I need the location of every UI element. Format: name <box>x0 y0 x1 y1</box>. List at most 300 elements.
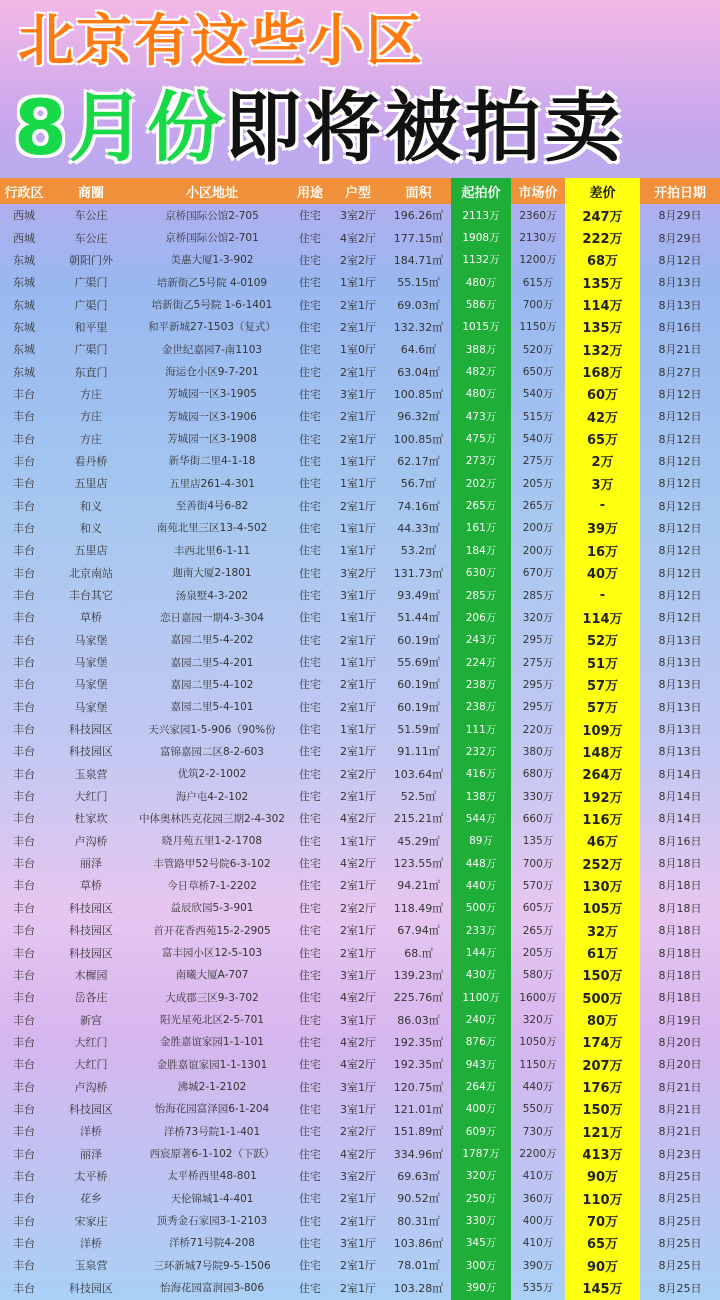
cell-district: 东城 <box>13 365 35 379</box>
cell-date: 8月25日 <box>658 1236 702 1250</box>
cell-usage: 住宅 <box>299 432 321 446</box>
cell-district: 丰台 <box>13 968 35 982</box>
cell-diff: 168万 <box>582 366 623 382</box>
cell-layout: 2室1厅 <box>340 298 376 312</box>
table-row <box>0 226 720 248</box>
cell-area: 科技园区 <box>69 924 113 938</box>
cell-size: 67.94㎡ <box>397 924 440 938</box>
cell-usage: 住宅 <box>299 320 321 334</box>
cell-area: 方庄 <box>80 387 102 401</box>
cell-address: 顶秀金石家园3-1-2103 <box>156 1215 268 1228</box>
cell-market-price: 295万 <box>522 678 554 691</box>
cell-address: 太平桥西里48-801 <box>167 1170 257 1183</box>
table-row <box>0 986 720 1008</box>
cell-size: 51.44㎡ <box>397 611 440 625</box>
cell-area: 车公庄 <box>74 231 108 245</box>
cell-market-price: 205万 <box>522 477 554 490</box>
cell-date: 8月20日 <box>658 1035 702 1049</box>
table-row <box>0 785 720 807</box>
cell-start-price: 240万 <box>465 1014 497 1027</box>
cell-size: 45.29㎡ <box>397 834 440 848</box>
cell-layout: 3室1厅 <box>340 1236 376 1250</box>
cell-date: 8月13日 <box>658 276 702 290</box>
cell-layout: 3室1厅 <box>340 387 376 401</box>
cell-district: 西城 <box>13 231 35 245</box>
table-row <box>0 919 720 941</box>
cell-start-price: 400万 <box>465 1103 497 1116</box>
cell-size: 118.49㎡ <box>393 901 444 915</box>
cell-market-price: 1150万 <box>519 1058 557 1071</box>
cell-market-price: 205万 <box>522 947 554 960</box>
cell-usage: 住宅 <box>299 1281 321 1295</box>
table-row <box>0 807 720 829</box>
cell-diff: 68万 <box>586 254 619 270</box>
cell-usage: 住宅 <box>299 566 321 580</box>
cell-layout: 2室1厅 <box>340 1259 376 1273</box>
table-row <box>0 249 720 271</box>
cell-layout: 2室2厅 <box>340 1125 376 1139</box>
header-usage: 用途 <box>290 178 330 204</box>
cell-start-price: 482万 <box>465 366 497 379</box>
cell-date: 8月25日 <box>658 1169 702 1183</box>
cell-usage: 住宅 <box>299 499 321 513</box>
cell-district: 丰台 <box>13 589 35 603</box>
cell-date: 8月25日 <box>658 1259 702 1273</box>
cell-start-price: 480万 <box>465 388 497 401</box>
cell-address: 和平新城27-1503（复式） <box>148 321 276 334</box>
cell-address: 天伦锦城1-4-401 <box>170 1192 254 1205</box>
cell-district: 丰台 <box>13 924 35 938</box>
cell-date: 8月19日 <box>658 1013 702 1027</box>
table-row <box>0 1008 720 1030</box>
cell-size: 151.89㎡ <box>393 1125 444 1139</box>
cell-usage: 住宅 <box>299 1058 321 1072</box>
title-month: 8月份 <box>14 83 225 172</box>
cell-area: 看丹桥 <box>74 454 108 468</box>
cell-start-price: 390万 <box>465 1282 497 1295</box>
cell-district: 丰台 <box>13 1214 35 1228</box>
cell-size: 103.64㎡ <box>393 767 444 781</box>
cell-layout: 2室1厅 <box>340 1281 376 1295</box>
cell-date: 8月29日 <box>658 209 702 223</box>
cell-start-price: 475万 <box>465 433 497 446</box>
cell-layout: 4室2厅 <box>340 231 376 245</box>
cell-diff: 60万 <box>586 388 619 404</box>
cell-start-price: 300万 <box>465 1259 497 1272</box>
cell-area: 广渠门 <box>74 343 108 357</box>
cell-layout: 4室2厅 <box>340 812 376 826</box>
cell-date: 8月12日 <box>658 521 702 535</box>
cell-area: 草桥 <box>80 879 102 893</box>
cell-usage: 住宅 <box>299 521 321 535</box>
cell-address: 海运仓小区9-7-201 <box>165 366 259 379</box>
cell-area: 卢沟桥 <box>74 1080 108 1094</box>
cell-start-price: 330万 <box>465 1215 497 1228</box>
cell-start-price: 876万 <box>465 1036 497 1049</box>
cell-layout: 2室1厅 <box>340 946 376 960</box>
cell-market-price: 320万 <box>522 1014 554 1027</box>
cell-district: 丰台 <box>13 387 35 401</box>
cell-size: 69.63㎡ <box>397 1169 440 1183</box>
cell-start-price: 233万 <box>465 924 497 937</box>
cell-market-price: 135万 <box>522 835 554 848</box>
cell-area: 岳各庄 <box>74 991 108 1005</box>
cell-diff: 110万 <box>582 1192 623 1208</box>
cell-area: 北京南站 <box>69 566 113 580</box>
cell-date: 8月13日 <box>658 678 702 692</box>
cell-usage: 住宅 <box>299 1147 321 1161</box>
cell-size: 55.69㎡ <box>397 656 440 670</box>
cell-market-price: 400万 <box>522 1215 554 1228</box>
cell-layout: 2室1厅 <box>340 633 376 647</box>
cell-address: 汤泉墅4-3-202 <box>175 589 249 602</box>
cell-start-price: 630万 <box>465 567 497 580</box>
cell-start-price: 285万 <box>465 589 497 602</box>
cell-date: 8月12日 <box>658 499 702 513</box>
cell-date: 8月16日 <box>658 834 702 848</box>
header-size: 面积 <box>386 178 451 204</box>
cell-area: 科技园区 <box>69 723 113 737</box>
cell-usage: 住宅 <box>299 723 321 737</box>
cell-district: 丰台 <box>13 857 35 871</box>
cell-date: 8月14日 <box>658 790 702 804</box>
cell-usage: 住宅 <box>299 1214 321 1228</box>
cell-date: 8月23日 <box>658 1147 702 1161</box>
cell-diff: 52万 <box>586 634 619 650</box>
cell-address: 嘉园二里5-4-101 <box>170 701 254 714</box>
cell-size: 132.32㎡ <box>393 320 444 334</box>
cell-address: 金胜嘉谊家园1-1-1301 <box>156 1058 268 1071</box>
cell-address: 金胜嘉谊家园1-1-101 <box>160 1036 264 1049</box>
cell-layout: 2室2厅 <box>340 767 376 781</box>
cell-area: 科技园区 <box>69 1281 113 1295</box>
cell-market-price: 200万 <box>522 522 554 535</box>
cell-area: 丽泽 <box>80 857 102 871</box>
cell-usage: 住宅 <box>299 410 321 424</box>
table-row <box>0 1165 720 1187</box>
table-row <box>0 316 720 338</box>
cell-district: 丰台 <box>13 1259 35 1273</box>
cell-district: 东城 <box>13 343 35 357</box>
cell-usage: 住宅 <box>299 968 321 982</box>
cell-date: 8月27日 <box>658 365 702 379</box>
header-market-price: 市场价 <box>511 178 565 204</box>
cell-usage: 住宅 <box>299 834 321 848</box>
cell-district: 丰台 <box>13 767 35 781</box>
cell-market-price: 570万 <box>522 879 554 892</box>
cell-market-price: 275万 <box>522 656 554 669</box>
cell-date: 8月25日 <box>658 1192 702 1206</box>
cell-market-price: 1200万 <box>519 254 557 267</box>
cell-date: 8月12日 <box>658 566 702 580</box>
cell-address: 沸城2-1-2102 <box>177 1081 247 1094</box>
cell-diff: 114万 <box>582 611 623 627</box>
cell-start-price: 273万 <box>465 455 497 468</box>
cell-market-price: 605万 <box>522 902 554 915</box>
cell-date: 8月13日 <box>658 633 702 647</box>
cell-size: 74.16㎡ <box>397 499 440 513</box>
cell-date: 8月20日 <box>658 1058 702 1072</box>
cell-address: 恋日嘉园一期4-3-304 <box>160 611 264 624</box>
cell-area: 花乡 <box>80 1192 102 1206</box>
cell-market-price: 200万 <box>522 544 554 557</box>
cell-start-price: 416万 <box>465 768 497 781</box>
cell-area: 马家堡 <box>74 633 108 647</box>
cell-area: 草桥 <box>80 611 102 625</box>
cell-area: 玉泉营 <box>74 767 108 781</box>
cell-diff: 222万 <box>582 232 623 248</box>
cell-address: 京桥国际公馆2-701 <box>165 232 259 245</box>
cell-area: 杜家坎 <box>74 812 108 826</box>
cell-district: 丰台 <box>13 901 35 915</box>
cell-market-price: 285万 <box>522 589 554 602</box>
cell-layout: 2室1厅 <box>340 924 376 938</box>
cell-layout: 2室1厅 <box>340 499 376 513</box>
cell-start-price: 430万 <box>465 969 497 982</box>
cell-district: 丰台 <box>13 1102 35 1116</box>
cell-area: 方庄 <box>80 432 102 446</box>
cell-market-price: 550万 <box>522 1103 554 1116</box>
cell-layout: 1室1厅 <box>340 611 376 625</box>
cell-area: 马家堡 <box>74 656 108 670</box>
table-row <box>0 830 720 852</box>
cell-district: 丰台 <box>13 544 35 558</box>
cell-layout: 2室1厅 <box>340 700 376 714</box>
cell-start-price: 440万 <box>465 879 497 892</box>
cell-date: 8月12日 <box>658 477 702 491</box>
cell-area: 广渠门 <box>74 276 108 290</box>
cell-start-price: 1132万 <box>462 254 500 267</box>
cell-diff: 16万 <box>586 544 619 560</box>
cell-address: 洋桥73号院1-1-401 <box>163 1125 261 1138</box>
cell-date: 8月12日 <box>658 544 702 558</box>
cell-usage: 住宅 <box>299 633 321 647</box>
cell-layout: 2室1厅 <box>340 365 376 379</box>
cell-layout: 3室1厅 <box>340 968 376 982</box>
cell-usage: 住宅 <box>299 1080 321 1094</box>
cell-start-price: 224万 <box>465 656 497 669</box>
cell-layout: 2室1厅 <box>340 678 376 692</box>
cell-size: 93.49㎡ <box>397 589 440 603</box>
cell-size: 103.86㎡ <box>393 1236 444 1250</box>
cell-diff: 207万 <box>582 1058 623 1074</box>
table-row <box>0 740 720 762</box>
cell-district: 丰台 <box>13 1147 35 1161</box>
cell-area: 大红门 <box>74 790 108 804</box>
cell-diff: 57万 <box>586 701 619 717</box>
cell-size: 184.71㎡ <box>393 253 444 267</box>
cell-start-price: 1100万 <box>462 991 500 1004</box>
cell-date: 8月21日 <box>658 1125 702 1139</box>
cell-usage: 住宅 <box>299 454 321 468</box>
cell-address: 培新街乙5号院 4-0109 <box>156 276 268 289</box>
cell-date: 8月18日 <box>658 968 702 982</box>
cell-market-price: 330万 <box>522 790 554 803</box>
cell-date: 8月12日 <box>658 253 702 267</box>
cell-start-price: 388万 <box>465 343 497 356</box>
table-row <box>0 338 720 360</box>
cell-start-price: 345万 <box>465 1237 497 1250</box>
cell-diff: 145万 <box>582 1282 623 1298</box>
cell-address: 京桥国际公馆2-705 <box>165 209 259 222</box>
cell-address: 优筑2-2-1002 <box>177 768 247 781</box>
cell-district: 丰台 <box>13 991 35 1005</box>
cell-market-price: 440万 <box>522 1081 554 1094</box>
cell-address: 嘉园二里5-4-102 <box>170 678 254 691</box>
cell-start-price: 232万 <box>465 745 497 758</box>
cell-layout: 2室2厅 <box>340 253 376 267</box>
cell-district: 丰台 <box>13 834 35 848</box>
cell-address: 大成郡三区9-3-702 <box>165 991 259 1004</box>
cell-usage: 住宅 <box>299 1192 321 1206</box>
cell-address: 西宸原著6-1-102（下跃） <box>149 1148 275 1161</box>
cell-size: 334.96㎡ <box>393 1147 444 1161</box>
cell-start-price: 544万 <box>465 812 497 825</box>
cell-address: 新华街二里4-1-18 <box>168 455 256 468</box>
cell-area: 方庄 <box>80 410 102 424</box>
cell-usage: 住宅 <box>299 477 321 491</box>
cell-size: 120.75㎡ <box>393 1080 444 1094</box>
cell-usage: 住宅 <box>299 812 321 826</box>
cell-layout: 2室1厅 <box>340 879 376 893</box>
cell-market-price: 1150万 <box>519 321 557 334</box>
cell-district: 丰台 <box>13 812 35 826</box>
header-start-price: 起拍价 <box>451 178 511 204</box>
cell-usage: 住宅 <box>299 209 321 223</box>
header-date: 开拍日期 <box>640 178 720 204</box>
cell-district: 丰台 <box>13 1125 35 1139</box>
cell-district: 丰台 <box>13 1169 35 1183</box>
title-line-1: 北京有这些小区 <box>18 9 424 74</box>
cell-market-price: 540万 <box>522 433 554 446</box>
table-row <box>0 360 720 382</box>
cell-area: 卢沟桥 <box>74 834 108 848</box>
cell-layout: 2室1厅 <box>340 1214 376 1228</box>
cell-address: 丰西北里6-1-11 <box>173 544 251 557</box>
cell-diff: 65万 <box>586 433 619 449</box>
cell-date: 8月25日 <box>658 1281 702 1295</box>
cell-market-price: 520万 <box>522 343 554 356</box>
cell-date: 8月29日 <box>658 231 702 245</box>
cell-market-price: 275万 <box>522 455 554 468</box>
cell-diff: 135万 <box>582 321 623 337</box>
cell-area: 朝阳门外 <box>69 253 113 267</box>
cell-size: 63.04㎡ <box>397 365 440 379</box>
cell-area: 丽泽 <box>80 1147 102 1161</box>
cell-layout: 1室1厅 <box>340 544 376 558</box>
cell-area: 科技园区 <box>69 745 113 759</box>
cell-district: 丰台 <box>13 879 35 893</box>
cell-date: 8月25日 <box>658 1214 702 1228</box>
cell-usage: 住宅 <box>299 1169 321 1183</box>
cell-start-price: 586万 <box>465 299 497 312</box>
cell-market-price: 2130万 <box>519 232 557 245</box>
cell-district: 丰台 <box>13 477 35 491</box>
cell-start-price: 161万 <box>465 522 497 535</box>
table-row <box>0 874 720 896</box>
cell-district: 丰台 <box>13 790 35 804</box>
table-row <box>0 763 720 785</box>
cell-layout: 1室1厅 <box>340 723 376 737</box>
cell-market-price: 410万 <box>522 1237 554 1250</box>
cell-area: 新宫 <box>80 1013 102 1027</box>
title-line-2 <box>0 80 720 176</box>
cell-start-price: 250万 <box>465 1192 497 1205</box>
cell-usage: 住宅 <box>299 1125 321 1139</box>
cell-layout: 2室1厅 <box>340 410 376 424</box>
cell-start-price: 89万 <box>469 835 493 848</box>
cell-layout: 3室1厅 <box>340 1102 376 1116</box>
cell-diff: 90万 <box>586 1259 619 1275</box>
cell-usage: 住宅 <box>299 387 321 401</box>
cell-layout: 1室1厅 <box>340 454 376 468</box>
cell-diff: 42万 <box>586 410 619 426</box>
cell-layout: 4室2厅 <box>340 1058 376 1072</box>
cell-date: 8月16日 <box>658 320 702 334</box>
cell-usage: 住宅 <box>299 678 321 692</box>
table-row <box>0 1187 720 1209</box>
cell-diff: 148万 <box>582 745 623 761</box>
cell-layout: 1室1厅 <box>340 834 376 848</box>
table-row <box>0 629 720 651</box>
cell-area: 大红门 <box>74 1035 108 1049</box>
cell-address: 首开花香西苑15-2-2905 <box>153 924 271 937</box>
cell-diff: 61万 <box>586 947 619 963</box>
cell-market-price: 660万 <box>522 812 554 825</box>
title-auction: 即将被拍卖 <box>224 83 625 172</box>
cell-layout: 2室1厅 <box>340 432 376 446</box>
cell-layout: 4室2厅 <box>340 1035 376 1049</box>
table-row <box>0 696 720 718</box>
cell-usage: 住宅 <box>299 253 321 267</box>
cell-usage: 住宅 <box>299 611 321 625</box>
cell-size: 86.03㎡ <box>397 1013 440 1027</box>
cell-area: 丰台其它 <box>69 589 113 603</box>
cell-district: 丰台 <box>13 521 35 535</box>
header-district: 行政区 <box>0 178 48 204</box>
cell-district: 丰台 <box>13 432 35 446</box>
cell-start-price: 609万 <box>465 1125 497 1138</box>
cell-usage: 住宅 <box>299 991 321 1005</box>
cell-date: 8月12日 <box>658 387 702 401</box>
cell-address: 阳光星苑北区2-5-701 <box>160 1014 264 1027</box>
cell-size: 53.2㎡ <box>400 544 437 558</box>
cell-area: 大红门 <box>74 1058 108 1072</box>
cell-market-price: 2360万 <box>519 209 557 222</box>
cell-district: 丰台 <box>13 1236 35 1250</box>
cell-address: 中体奥林匹克花园三期2-4-302 <box>139 812 285 825</box>
cell-market-price: 220万 <box>522 723 554 736</box>
table-row <box>0 941 720 963</box>
cell-market-price: 390万 <box>522 1259 554 1272</box>
cell-layout: 4室2厅 <box>340 857 376 871</box>
cell-market-price: 265万 <box>522 500 554 513</box>
cell-address: 怡海花园富润园3-806 <box>159 1282 264 1295</box>
cell-market-price: 2200万 <box>519 1148 557 1161</box>
table-row <box>0 427 720 449</box>
cell-usage: 住宅 <box>299 1035 321 1049</box>
table-row <box>0 1232 720 1254</box>
cell-date: 8月18日 <box>658 857 702 871</box>
cell-size: 225.76㎡ <box>393 991 444 1005</box>
cell-area: 科技园区 <box>69 946 113 960</box>
table-row <box>0 897 720 919</box>
cell-usage: 住宅 <box>299 790 321 804</box>
cell-market-price: 295万 <box>522 701 554 714</box>
table-row <box>0 1031 720 1053</box>
cell-size: 196.26㎡ <box>393 209 444 223</box>
cell-district: 东城 <box>13 298 35 312</box>
